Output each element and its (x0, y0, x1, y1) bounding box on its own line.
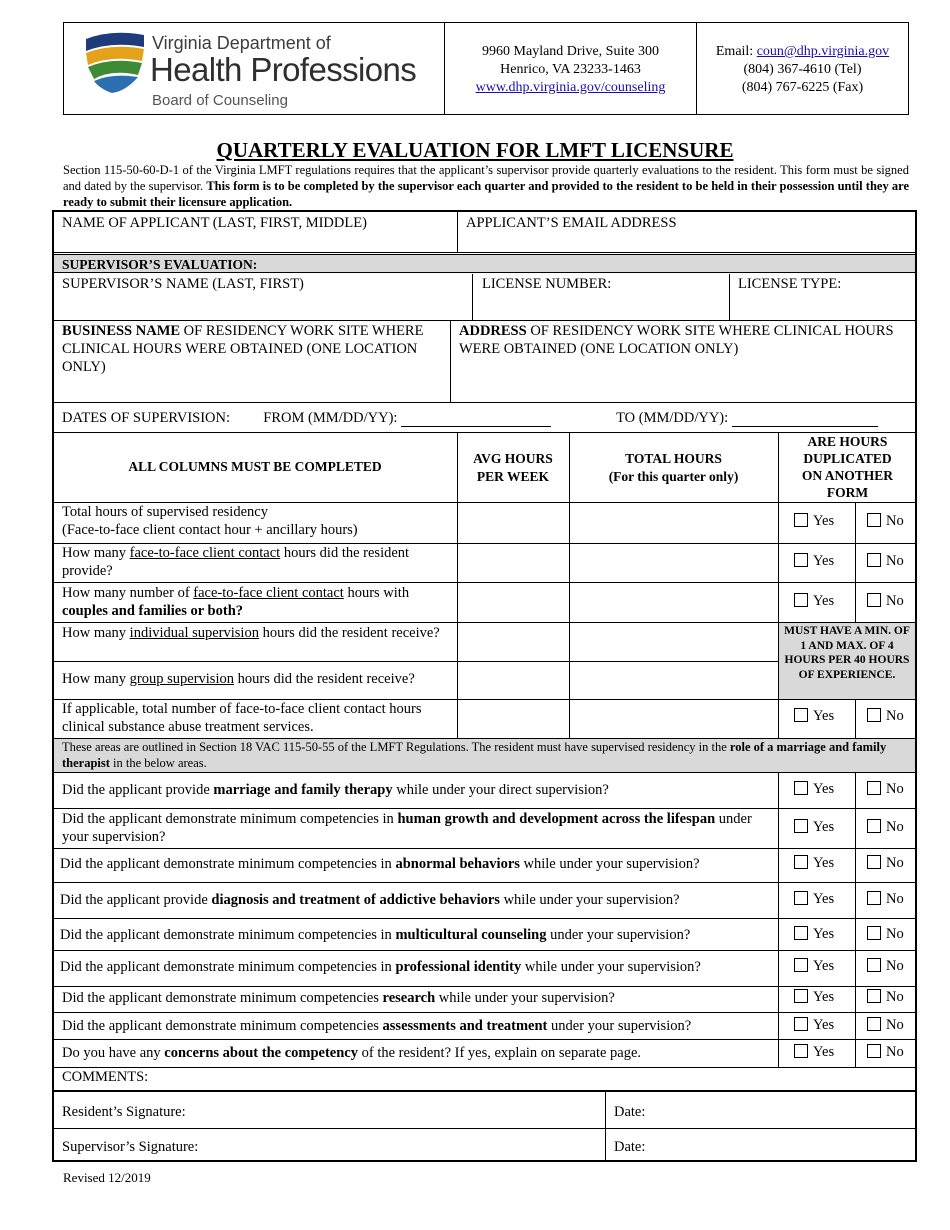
q5-no[interactable]: No (867, 926, 904, 943)
logo-line2: Health Professions (150, 51, 417, 88)
hour-row-2: How many face-to-face client contact hours did the resident provide? (62, 545, 410, 579)
question-4: Did the applicant provide diagnosis and treatment of addictive behaviors while under your supervision? (60, 892, 680, 908)
checkbox[interactable] (867, 1017, 881, 1031)
shield-logo-icon (82, 29, 148, 95)
q8-no[interactable]: No (867, 1017, 904, 1034)
question-2: Did the applicant demonstrate minimum competencies in human growth and development across the lifespan under your supervision? (62, 811, 752, 845)
checkbox[interactable] (794, 855, 808, 869)
mailing-address (445, 23, 697, 114)
question-8: Did the applicant demonstrate minimum competencies assessments and treatment under your supervision? (62, 1018, 692, 1034)
q6-no[interactable]: No (867, 958, 904, 975)
revised-date: Revised 12/2019 (63, 1170, 151, 1185)
q2-no[interactable]: No (867, 819, 904, 836)
areas-note: These areas are outlined in Section 18 VAC 115-50-55 of the LMFT Regulations. The resident must have supervised residency in the role of a marriage and family therapist in the below areas. (54, 739, 915, 772)
hour-row-4: How many individual supervision hours did the resident receive? (62, 625, 440, 641)
checkbox[interactable] (794, 1044, 808, 1058)
checkbox[interactable] (794, 781, 808, 795)
q2-yes[interactable]: Yes (794, 819, 834, 836)
resident-date-label: Date: (614, 1104, 646, 1120)
logo-line1: Virginia Department of (152, 33, 331, 53)
all-columns-heading: ALL COLUMNS MUST BE COMPLETED (128, 459, 382, 474)
checkbox[interactable] (794, 891, 808, 905)
q1-no[interactable]: No (867, 781, 904, 798)
q1-yes[interactable]: Yes (794, 781, 834, 798)
duplicated-heading: ARE HOURS DUPLICATED ON ANOTHER FORM (801, 434, 894, 500)
worksite-address-label: ADDRESS OF RESIDENCY WORK SITE WHERE CLINICAL HOURS WERE OBTAINED (ONE LOCATION ONLY) (459, 323, 894, 357)
checkbox[interactable] (867, 781, 881, 795)
email-link[interactable]: coun@dhp.virginia.gov (756, 44, 890, 59)
hour-row-6: If applicable, total number of face-to-face client contact hours clinical substance abuse treatment services. (62, 701, 422, 735)
comments-label: COMMENTS: (62, 1069, 149, 1085)
license-number-label: LICENSE NUMBER: (482, 276, 612, 292)
row6-yes[interactable]: Yes (794, 708, 834, 725)
q4-no[interactable]: No (867, 891, 904, 908)
checkbox[interactable] (867, 819, 881, 833)
question-3: Did the applicant demonstrate minimum competencies in abnormal behaviors while under your supervision? (60, 856, 700, 872)
checkbox[interactable] (794, 553, 808, 567)
question-7: Did the applicant demonstrate minimum competencies research while under your supervision? (62, 990, 615, 1006)
row3-yes[interactable]: Yes (794, 593, 834, 610)
contact-info (697, 23, 908, 114)
checkbox[interactable] (867, 513, 881, 527)
checkbox[interactable] (794, 819, 808, 833)
email-label: Email: (715, 44, 754, 59)
phone-fax: (804) 767-6225 (Fax) (741, 80, 864, 95)
logo-line3: Board of Counseling (152, 92, 288, 109)
applicant-name-label: NAME OF APPLICANT (LAST, FIRST, MIDDLE) (62, 215, 367, 231)
q3-no[interactable]: No (867, 855, 904, 872)
question-9: Do you have any concerns about the competency of the resident? If yes, explain on separate page. (62, 1045, 642, 1061)
form-table (52, 210, 917, 1162)
checkbox[interactable] (794, 989, 808, 1003)
checkbox[interactable] (794, 958, 808, 972)
agency-logo (64, 23, 445, 114)
question-6: Did the applicant demonstrate minimum competencies in professional identity while under your supervision? (60, 959, 701, 975)
letterhead (63, 22, 909, 115)
checkbox[interactable] (867, 708, 881, 722)
row1-no[interactable]: No (867, 513, 904, 530)
form-title: QUARTERLY EVALUATION FOR LMFT LICENSURE (216, 138, 734, 162)
supervisor-evaluation-heading: SUPERVISOR’S EVALUATION: (54, 254, 915, 273)
to-date-field[interactable] (732, 426, 878, 427)
row2-yes[interactable]: Yes (794, 553, 834, 570)
q5-yes[interactable]: Yes (794, 926, 834, 943)
phone-tel: (804) 367-4610 (Tel) (743, 62, 862, 77)
checkbox[interactable] (867, 855, 881, 869)
resident-signature-label: Resident’s Signature: (62, 1104, 186, 1120)
avg-hours-heading: AVG HOURS PER WEEK (473, 451, 553, 484)
question-5: Did the applicant demonstrate minimum competencies in multicultural counseling under your supervision? (60, 927, 691, 943)
hour-row-3: How many number of face-to-face client contact hours with couples and families or both? (62, 585, 410, 619)
address-line2: Henrico, VA 23233-1463 (500, 62, 641, 77)
q6-yes[interactable]: Yes (794, 958, 834, 975)
q9-yes[interactable]: Yes (794, 1044, 834, 1061)
from-date-field[interactable] (401, 426, 551, 427)
checkbox[interactable] (867, 958, 881, 972)
checkbox[interactable] (794, 593, 808, 607)
checkbox[interactable] (794, 1017, 808, 1031)
license-type-label: LICENSE TYPE: (738, 276, 842, 292)
checkbox[interactable] (867, 553, 881, 567)
hour-row-5: How many group supervision hours did the resident receive? (62, 671, 415, 687)
address-line1: 9960 Mayland Drive, Suite 300 (482, 44, 659, 59)
checkbox[interactable] (867, 891, 881, 905)
checkbox[interactable] (794, 926, 808, 940)
dates-of-supervision: DATES OF SUPERVISION: FROM (MM/DD/YY): TO (MM/DD/YY): (62, 409, 912, 427)
checkbox[interactable] (867, 926, 881, 940)
website-link[interactable]: www.dhp.virginia.gov/counseling (475, 80, 666, 95)
checkbox[interactable] (867, 1044, 881, 1058)
supervisor-signature-label: Supervisor’s Signature: (62, 1139, 199, 1155)
row6-no[interactable]: No (867, 708, 904, 725)
min-max-note: MUST HAVE A MIN. OF 1 AND MAX. OF 4 HOURS PER 40 HOURS OF EXPERIENCE. (779, 623, 915, 699)
hour-row-1: Total hours of supervised residency (Face-to-face client contact hour + ancillary hours) (62, 504, 358, 538)
q7-yes[interactable]: Yes (794, 989, 834, 1006)
question-1: Did the applicant provide marriage and family therapy while under your direct supervision? (62, 782, 609, 798)
row1-yes[interactable]: Yes (794, 513, 834, 530)
q4-yes[interactable]: Yes (794, 891, 834, 908)
q7-no[interactable]: No (867, 989, 904, 1006)
checkbox[interactable] (867, 989, 881, 1003)
row2-no[interactable]: No (867, 553, 904, 570)
business-name-label: BUSINESS NAME OF RESIDENCY WORK SITE WHERE CLINICAL HOURS WERE OBTAINED (ONE LOCATION ONLY) (62, 323, 424, 375)
row3-no[interactable]: No (867, 593, 904, 610)
supervisor-date-label: Date: (614, 1139, 646, 1155)
q3-yes[interactable]: Yes (794, 855, 834, 872)
checkbox[interactable] (794, 708, 808, 722)
applicant-email-label: APPLICANT’S EMAIL ADDRESS (466, 215, 677, 231)
checkbox[interactable] (867, 593, 881, 607)
q9-no[interactable]: No (867, 1044, 904, 1061)
supervisor-name-label: SUPERVISOR’S NAME (LAST, FIRST) (62, 276, 304, 292)
checkbox[interactable] (794, 513, 808, 527)
total-hours-heading: TOTAL HOURS (For this quarter only) (608, 451, 739, 484)
q8-yes[interactable]: Yes (794, 1017, 834, 1034)
intro-text: Section 115-50-60-D-1 of the Virginia LMFT regulations requires that the applicant’s supervisor provide quarterly evaluations to the resident. This form must be signed and dated by the supervisor. This form is to be completed by the supervisor each quarter and provided to the resident to be held in their possession until they are ready to submit their licensure application. (63, 163, 910, 209)
